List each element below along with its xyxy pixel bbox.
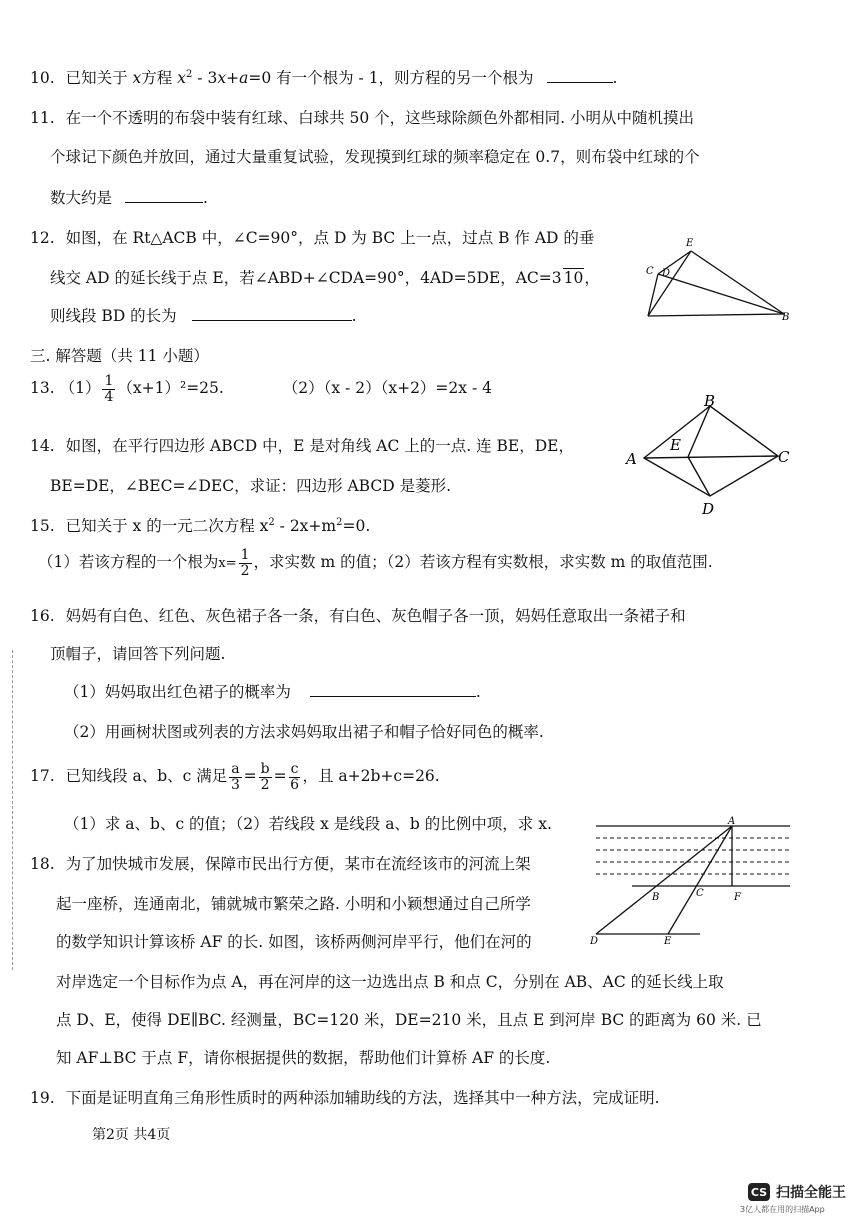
q14-line-2: BE=DE，∠BEC=∠DEC，求证：四边形 ABCD 是菱形. [50,477,452,495]
numerator: b [260,761,270,777]
denominator: 2 [260,776,270,793]
q14-line: 如图，在平行四边形 ABCD 中，E 是对角线 AC 上的一点. 连 BE，DE， [65,437,574,455]
q19-line: 下面是证明直角三角形性质时的两种添加辅助线的方法，选择其中一种方法，完成证明. [65,1089,660,1107]
exponent: 2 [336,516,343,528]
q15-text: =0. [342,517,371,535]
q15-text: （1）若该方程的一个根为 [38,553,219,572]
q10-var-a: a [239,69,249,87]
q15-text: x= [218,556,237,572]
q18-line-6: 知 AF⊥BC 于点 F，请你根据提供的数据，帮助他们计算桥 AF 的长度. [56,1049,551,1067]
q17-text: 已知线段 a、b、c 满足 [65,767,228,786]
label-E: E [670,436,681,454]
watermark-subtitle: 3亿人都在用的扫描App [740,1205,825,1214]
watermark-name: 扫描全能王 [776,1185,846,1201]
question-number: 10. [30,69,55,87]
q16-sub: （1）妈妈取出红色裙子的概率为 [64,683,291,701]
question-12 [30,226,594,248]
answer-blank [310,695,476,697]
q13-part-2: （2）（x - 2）（x+2）=2x - 4 [282,379,492,398]
q10-var-x: x [217,69,227,87]
question-11 [30,106,694,128]
question-number: 11. [30,109,55,127]
question-15 [30,514,370,536]
q15-text: ，求实数 m 的值；（2）若该方程有实数根，求实数 m 的取值范围. [253,553,713,572]
q12-line-3 [50,304,357,326]
q16-line-2: 顶帽子，请回答下列问题. [50,645,226,663]
q10-exponent: 2 [186,68,193,80]
cs-logo-icon: CS [748,1183,770,1201]
q17-text: ，且 a+2b+c=26. [302,767,440,786]
q11-line-2: 个球记下颜色并放回，通过大量重复试验，发现摸到红球的频率稳定在 0.7，则布袋中红球的个 [50,148,700,166]
sqrt-radicand: 10 [563,269,584,287]
q12-line-2 [50,266,600,288]
section-heading: 三. 解答题（共 11 小题） [30,347,209,365]
answer-blank [192,319,352,321]
question-18 [30,852,531,874]
q12-line: 如图，在 Rt△ACB 中，∠C=90°，点 D 为 BC 上一点，过点 B 作 AD 的垂 [65,229,595,247]
label-C: C [778,448,790,466]
label-D: D [590,936,599,947]
q16-sub-2: （2）用画树状图或列表的方法求妈妈取出裙子和帽子恰好同色的概率. [64,723,544,741]
denominator: 6 [290,776,299,793]
q16-sub: . [475,683,481,701]
question-number: 19. [30,1089,55,1107]
question-10 [30,66,617,88]
label-B: B [652,892,660,903]
label-D: D [662,268,671,279]
question-number: 13. [30,379,55,398]
question-number: 15. [30,517,55,535]
question-17: 17. 已知线段 a、b、c 满足 $\frac{a}{3}$ = $\frac{b}{2}$ = $\frac{c}{6}$ ，且 a+2b+c=26. [30,761,440,793]
question-13 [30,374,492,404]
q12-line: 则线段 BD 的长为 [50,307,177,325]
q13-part-1: （1） [59,379,101,398]
q14-rhombus-figure [622,392,798,516]
q17-line-2: （1）求 a、b、c 的值；（2）若线段 x 是线段 a、b 的比例中项，求 x. [64,815,552,833]
q12-line: ， [584,269,600,287]
q10-text: =0 有一个根为 - 1，则方程的另一个根为 [248,69,534,87]
q11-line: 在一个不透明的布袋中装有红球、白球共 50 个，这些球除颜色外都相同. 小明从中随机摸出 [65,109,695,127]
q18-bridge-figure [590,812,796,948]
q11-line: 数大约是 [50,189,113,207]
fraction [259,762,272,792]
question-19 [30,1086,660,1108]
q15-text: - 2x+m [274,517,337,535]
fraction [289,762,301,792]
label-B: B [704,392,716,410]
scan-edge-mark [12,650,15,970]
numerator: a [231,761,240,777]
q18-line-4: 对岸选定一个目标作为点 A，再在河岸的这一边选出点 B 和点 C，分别在 AB、AC 的延长线上取 [56,973,724,991]
q18-line-5: 点 D、E，使得 DE∥BC. 经测量，BC=120 米，DE=210 米，且点 E 到河岸 BC 的距离为 60 米. 已 [56,1011,762,1029]
question-number: 18. [30,855,55,873]
q11-line-3 [50,186,208,208]
answer-blank [125,201,203,203]
q15-line-2 [38,548,713,578]
label-E: E [686,238,694,249]
label-B: B [782,312,790,323]
q10-text: 方程 [141,69,173,87]
fraction [229,762,241,792]
q18-line-3: 的数学知识计算该桥 AF 的长. 如图，该桥两侧河岸平行，他们在河的 [56,933,532,951]
q18-line: 为了加快城市发展，保障市民出行方便，某市在流经该市的河流上架 [65,855,531,873]
q12-line: . [351,307,357,325]
denominator: 4 [104,388,114,405]
answer-blank [547,81,613,83]
q10-text: . [612,69,618,87]
numerator: 1 [240,547,250,563]
question-number: 16. [30,607,55,625]
label-C: C [696,888,704,899]
scanner-watermark [748,1182,846,1202]
denominator: 2 [240,562,250,579]
numerator: 1 [104,373,114,389]
question-number: 12. [30,229,55,247]
q10-var-x: x [132,69,142,87]
label-C: C [646,266,654,277]
q11-line: . [202,189,208,207]
numerator: c [290,761,299,777]
label-D: D [702,500,715,516]
label-A: A [728,816,736,827]
label-F: F [734,892,741,903]
q16-sub-1 [64,680,481,702]
exponent: 2 [268,516,275,528]
fraction [102,374,115,404]
q12-line: 线交 AD 的延长线于点 E，若∠ABD+∠CDA=90°，4AD=5DE，AC=3 [50,269,562,287]
page-footer: 第2页 共4页 [92,1127,171,1143]
q10-text: - 3 [192,69,218,87]
q10-var-x: x [177,69,186,87]
question-14 [30,434,574,456]
q15-text: 已知关于 x 的一元二次方程 x [65,517,269,535]
label-A: A [626,450,637,468]
q13-part-1: （x+1）²=25. [117,379,224,398]
denominator: 3 [231,776,240,793]
question-number: 17. [30,767,55,786]
q12-triangle-figure [636,236,796,326]
q18-line-2: 起一座桥，连通南北，铺就城市繁荣之路. 小明和小颖想通过自己所学 [56,895,531,913]
label-E: E [664,936,672,947]
q16-line: 妈妈有白色、红色、灰色裙子各一条，有白色、灰色帽子各一顶，妈妈任意取出一条裙子和 [65,607,686,625]
q10-text: 已知关于 [65,69,128,87]
question-16 [30,604,686,626]
fraction [239,548,252,578]
question-number: 14. [30,437,55,455]
q10-text: + [226,69,240,87]
